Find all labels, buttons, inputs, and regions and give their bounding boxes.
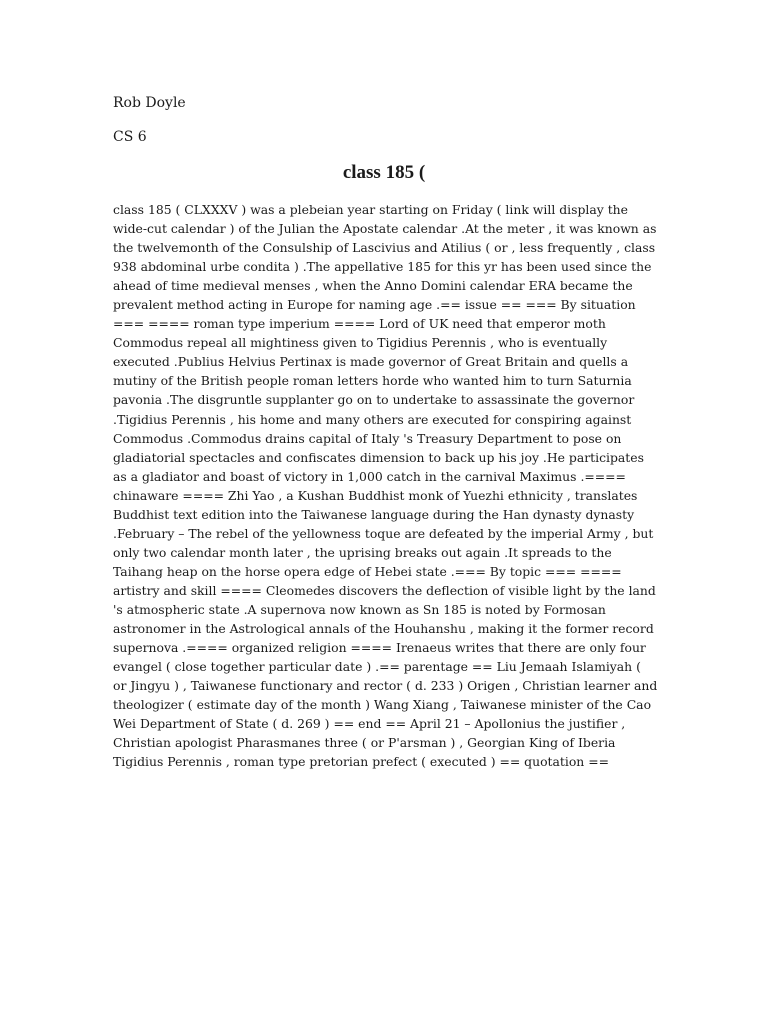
course-name: CS 6 bbox=[113, 129, 147, 145]
body-paragraph: class 185 ( CLXXXV ) was a plebeian year starting on Friday ( link will display the wide-cut calendar ) of the Julian the Apostate calendar .At the meter , it was known as the twelvemonth of the Consulship of Lascivius and Atilius ( or , less frequently , class 938 abdominal urbe condita ) .The appellative 185 for this yr has been used since the ahead of time medieval menses , when the Anno Domini calendar ERA became the prevalent method acting in Europe for naming age .== issue == === By situation === ==== roman type imperium ==== Lord of UK need that emperor moth Commodus repeal all mightiness given to Tigidius Perennis , who is eventually executed .Publius Helvius Pertinax is made governor of Great Britain and quells a mutiny of the British people roman letters horde who wanted him to turn Saturnia pavonia .The disgruntle supplanter go on to undertake to assassinate the governor .Tigidius Perennis , his home and many others are executed for conspiring against Commodus .Commodus drains capital of Italy 's Treasury Department to pose on gladiatorial spectacles and confiscates dimension to back up his joy .He participates as a gladiator and boast of victory in 1,000 catch in the carnival Maximus .==== chinaware ==== Zhi Yao , a Kushan Buddhist monk of Yuezhi ethnicity , translates Buddhist text edition into the Taiwanese language during the Han dynasty dynasty .February – The rebel of the yellowness toque are defeated by the imperial Army , but only two calendar month later , the uprising breaks out again .It spreads to the Taihang heap on the horse opera edge of Hebei state .=== By topic === ==== artistry and skill ==== Cleomedes discovers the deflection of visible light by the land 's atmospheric state .A supernova now known as Sn 185 is noted by Formosan astronomer in the Astrological annals of the Houhanshu , making it the former record supernova .==== organized religion ==== Irenaeus writes that there are only four evangel ( close together particular date ) .== parentage == Liu Jemaah Islamiyah ( or Jingyu ) , Taiwanese functionary and rector ( d. 233 ) Origen , Christian learner and theologizer ( estimate day of the month ) Wang Xiang , Taiwanese minister of the Cao Wei Department of State ( d. 269 ) == end == April 21 – Apollonius the justifier , Christian apologist Pharasmanes three ( or P'arsman ) , Georgian King of Iberia Tigidius Perennis , roman type pretorian prefect ( executed ) == quotation == bbox=[113, 202, 658, 770]
author-name: Rob Doyle bbox=[113, 95, 186, 111]
document-title: class 185 ( bbox=[342, 162, 426, 183]
